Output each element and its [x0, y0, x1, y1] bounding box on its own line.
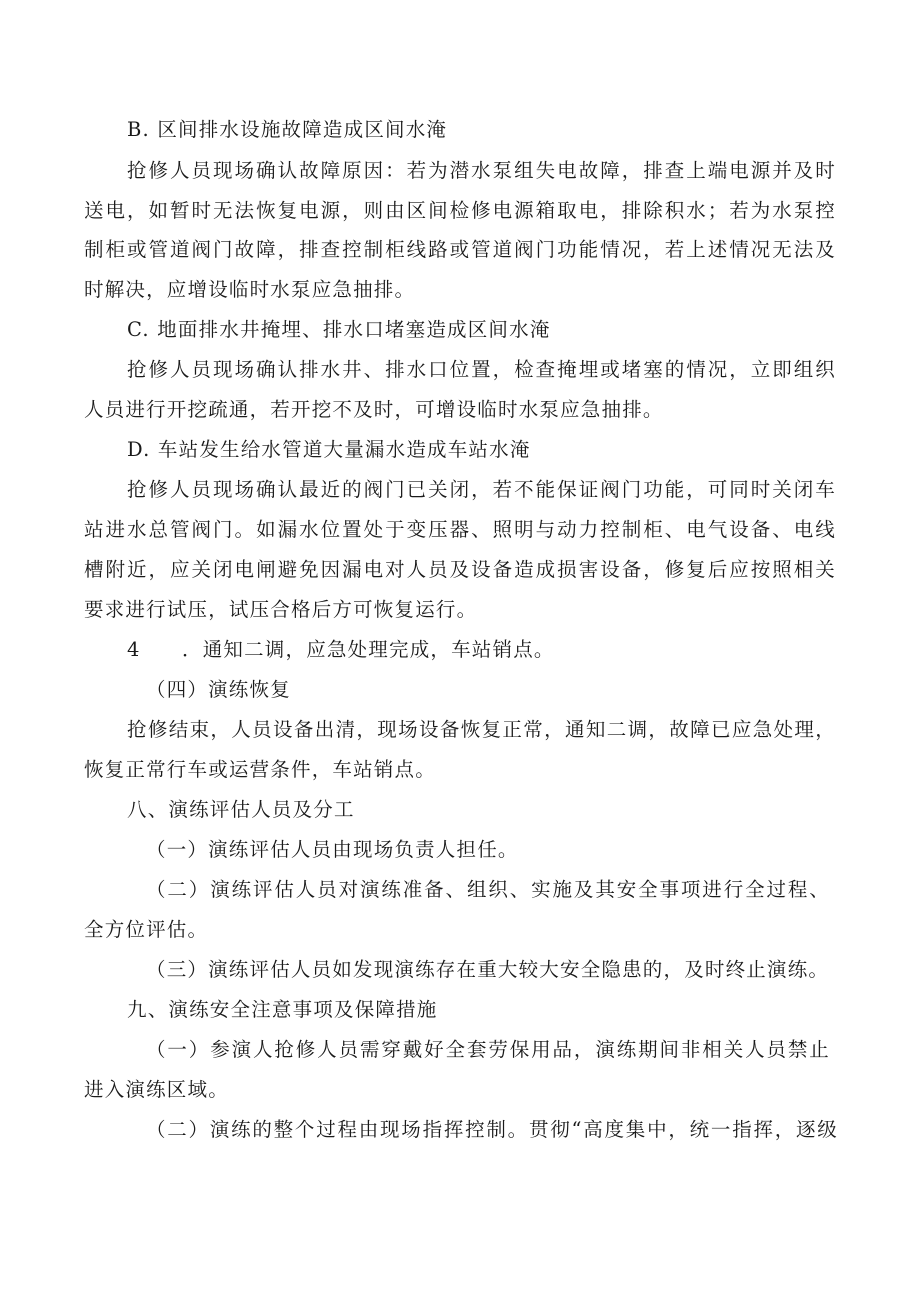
section-heading-b: B. 区间排水设施故障造成区间水淹 [127, 118, 448, 141]
paragraph-line: 抢修人员现场确认排水井、排水口位置，检查掩埋或堵塞的情况，立即组织 [127, 358, 836, 381]
section-heading-9: 九、演练安全注意事项及保障措施 [127, 998, 438, 1021]
paragraph-line: 制柜或管道阀门故障，排查控制柜线路或管道阀门功能情况，若上述情况无法及 [84, 238, 836, 261]
section-heading-c: C. 地面排水井掩埋、排水口堵塞造成区间水淹 [127, 318, 551, 341]
section-heading-d: D. 车站发生给水管道大量漏水造成车站水淹 [127, 438, 531, 461]
paragraph-line: （一）演练评估人员由现场负责人担任。 [146, 838, 519, 861]
paragraph-line: 全方位评估。 [84, 918, 209, 941]
paragraph-line: （二）演练的整个过程由现场指挥控制。贯彻“高度集中，统一指挥，逐级 [146, 1118, 838, 1141]
paragraph-line: （三）演练评估人员如发现演练存在重大较大安全隐患的，及时终止演练。 [146, 958, 830, 981]
paragraph-line: （二）演练评估人员对演练准备、组织、实施及其安全事项进行全过程、 [146, 878, 830, 901]
paragraph-line: 送电，如暂时无法恢复电源，则由区间检修电源箱取电，排除积水；若为水泵控 [84, 199, 836, 222]
paragraph-line: 站进水总管阀门。如漏水位置处于变压器、照明与动力控制柜、电气设备、电线 [84, 518, 836, 541]
numbered-step: 4 ．通知二调，应急处理完成，车站销点。 [127, 638, 555, 661]
paragraph-line: 抢修人员现场确认故障原因：若为潜水泵组失电故障，排查上端电源并及时 [127, 159, 836, 182]
paragraph-line: 时解决，应增设临时水泵应急抽排。 [84, 278, 416, 301]
paragraph-line: 恢复正常行车或运营条件，车站销点。 [84, 758, 436, 781]
paragraph-line: 要求进行试压，试压合格后方可恢复运行。 [84, 598, 478, 621]
subsection-heading: （四）演练恢复 [146, 678, 291, 701]
paragraph-line: （一）参演人抢修人员需穿戴好全套劳保用品，演练期间非相关人员禁止 [146, 1038, 830, 1061]
paragraph-line: 人员进行开挖疏通，若开挖不及时，可增设临时水泵应急抽排。 [84, 398, 664, 421]
paragraph-line: 进入演练区域。 [84, 1078, 229, 1101]
paragraph-line: 抢修结束，人员设备出清，现场设备恢复正常，通知二调，故障已应急处理， [127, 718, 836, 741]
section-heading-8: 八、演练评估人员及分工 [127, 798, 355, 821]
paragraph-line: 槽附近，应关闭电闸避免因漏电对人员及设备造成损害设备，修复后应按照相关 [84, 558, 836, 581]
paragraph-line: 抢修人员现场确认最近的阀门已关闭，若不能保证阀门功能，可同时关闭车 [127, 478, 836, 501]
